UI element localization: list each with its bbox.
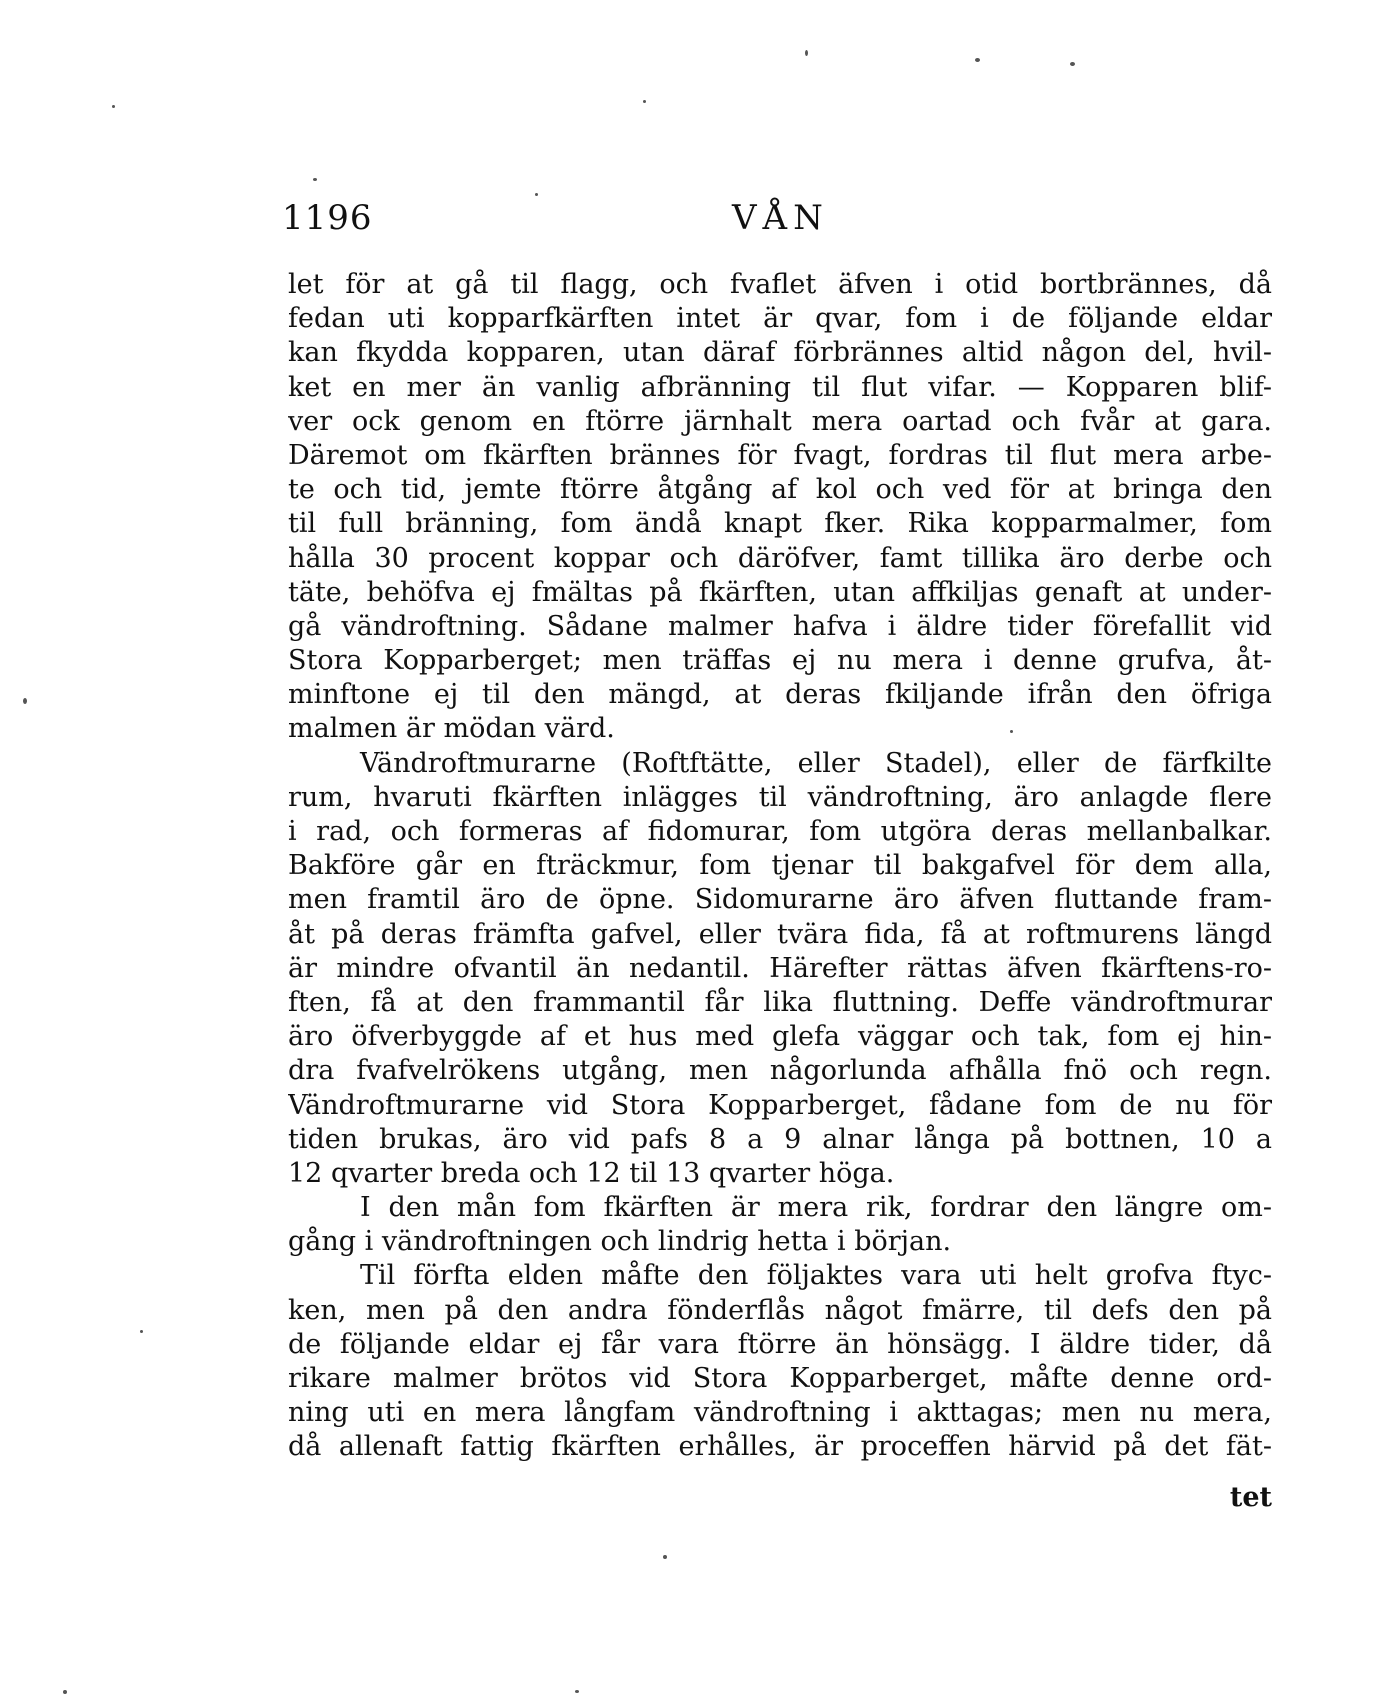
- scan-speck: [23, 698, 27, 704]
- text-line: i rad, och formeras af fidomurar, fom utgöra deras mellanbalkar.: [288, 816, 1272, 847]
- scan-speck: [313, 178, 317, 181]
- scan-speck: [63, 1690, 67, 1694]
- scan-speck: [112, 105, 115, 108]
- text-line: men framtil äro de öpne. Sidomurarne äro äfven fluttande fram-: [288, 884, 1272, 916]
- page-header: [282, 198, 1272, 248]
- page-number: 1196: [282, 198, 373, 238]
- text-line: kan fkydda kopparen, utan däraf förbrännes altid någon del, hvil-: [288, 337, 1272, 369]
- catchword: tet: [1229, 1482, 1272, 1513]
- text-line: de följande eldar ej får vara ftörre än hönsägg. I äldre tider, då: [288, 1328, 1272, 1360]
- text-line: malmen är mödan värd.: [288, 713, 615, 745]
- running-head: VÅN: [732, 198, 829, 238]
- text-line: täte, behöfva ej fmältas på fkärften, utan affkiljas genaft at under-: [288, 576, 1272, 608]
- text-line: te och tid, jemte ftörre åtgång af kol och ved för at bringa den: [288, 474, 1272, 506]
- text-line: 12 qvarter breda och 12 til 13 qvarter höga.: [288, 1157, 895, 1189]
- text-line: Til förfta elden måfte den följaktes vara uti helt grofva ftyc-: [360, 1260, 1272, 1292]
- text-line: ken, men på den andra fönderflås något fmärre, til defs den på: [288, 1294, 1272, 1326]
- scan-speck: [140, 1330, 143, 1333]
- text-line: fedan uti kopparfkärften intet är qvar, fom i de följande eldar: [288, 303, 1272, 335]
- text-line: Däremot om fkärften brännes för fvagt, fordras til flut mera arbe-: [288, 439, 1272, 471]
- text-line: I den mån fom fkärften är mera rik, fordrar den längre om-: [360, 1192, 1272, 1224]
- text-line: hålla 30 procent koppar och däröfver, famt tillika äro derbe och: [288, 542, 1272, 574]
- text-line: Vändroftmurarne vid Stora Kopparberget, fådane fom de nu för: [288, 1089, 1272, 1121]
- text-line: ften, få at den frammantil får lika fluttning. Deffe vändroftmurar: [288, 986, 1272, 1018]
- text-line: tiden brukas, äro vid pafs 8 a 9 alnar långa på bottnen, 10 a: [288, 1123, 1272, 1155]
- text-line: gå vändroftning. Sådane malmer hafva i äldre tider förefallit vid: [288, 610, 1272, 642]
- text-line: rikare malmer brötos vid Stora Kopparberget, måfte denne ord-: [288, 1363, 1272, 1394]
- scan-speck: [975, 58, 980, 62]
- text-line: dra fvafvelrökens utgång, men någorlunda afhålla fnö och regn.: [288, 1055, 1272, 1087]
- text-line: ning uti en mera långfam vändroftning i akttagas; men nu mera,: [288, 1397, 1272, 1429]
- scan-speck: [643, 100, 646, 103]
- scan-speck: [805, 50, 808, 56]
- text-line: är mindre ofvantil än nedantil. Härefter rättas äfven fkärftens-ro-: [288, 952, 1272, 984]
- text-line: til full bränning, fom ändå knapt fker. Rika kopparmalmer, fom: [288, 508, 1272, 540]
- text-line: ver ock genom en ftörre järnhalt mera oartad och fvår at gara.: [288, 405, 1272, 437]
- scan-speck: [575, 1690, 579, 1693]
- text-line: äro öfverbyggde af et hus med glefa väggar och tak, fom ej hin-: [288, 1021, 1272, 1053]
- scan-speck: [535, 193, 538, 196]
- text-line: minftone ej til den mängd, at deras fkiljande ifrån den öfriga: [288, 679, 1272, 711]
- scan-speck: [1070, 62, 1075, 66]
- text-line: rum, hvaruti fkärften inlägges til vändroftning, äro anlagde flere: [288, 781, 1272, 813]
- text-line: gång i vändroftningen och lindrig hetta i början.: [288, 1226, 952, 1258]
- text-line: åt på deras främfta gafvel, eller tvära fida, få at roftmurens längd: [288, 918, 1272, 950]
- body-text: [288, 268, 1272, 1465]
- scan-speck: [663, 1555, 667, 1559]
- text-line: Stora Kopparberget; men träffas ej nu mera i denne grufva, åt-: [288, 645, 1272, 677]
- text-line: ket en mer än vanlig afbränning til flut vifar. — Kopparen blif-: [288, 371, 1272, 403]
- text-line: då allenaft fattig fkärften erhålles, är proceffen härvid på det fät-: [288, 1431, 1272, 1463]
- text-line: Vändroftmurarne (Roftftätte, eller Stadel), eller de färfkilte: [360, 747, 1272, 779]
- scan-speck: [1010, 730, 1013, 733]
- text-line: Bakföre går en fträckmur, fom tjenar til bakgafvel för dem alla,: [288, 850, 1272, 882]
- text-line: let för at gå til flagg, och fvaflet äfven i otid bortbrännes, då: [288, 269, 1272, 300]
